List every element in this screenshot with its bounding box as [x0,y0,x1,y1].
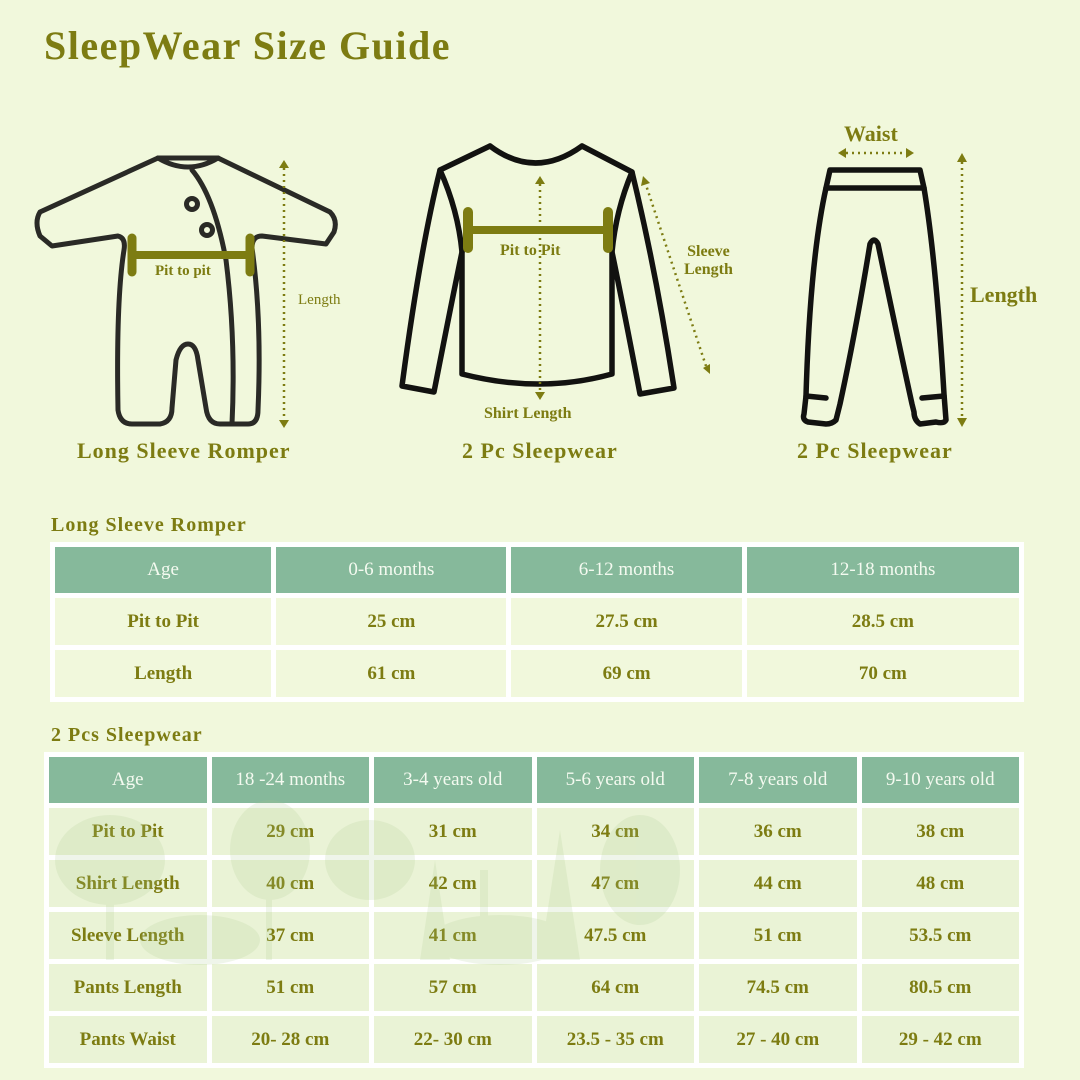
sleepwear-size-table [44,752,1024,1068]
romper-size-table [50,542,1024,702]
row-label: Pants Waist [49,1016,207,1063]
pants-length-label: Length [970,282,1038,307]
header-cell: 0-6 months [276,547,506,593]
table-header-row [49,757,1019,803]
header-cell: 3-4 years old [374,757,532,803]
shirt-pit-to-pit-label: Pit to Pit [500,242,561,259]
header-cell: 12-18 months [747,547,1019,593]
sleepwear-table-title: 2 Pcs Sleepwear [51,724,203,746]
table-row [49,808,1019,855]
table-cell: 36 cm [699,808,857,855]
table-cell: 28.5 cm [747,598,1019,645]
table-cell: 31 cm [374,808,532,855]
table-cell: 42 cm [374,860,532,907]
pants-caption: 2 Pc Sleepwear [797,438,953,463]
header-cell: 6-12 months [511,547,741,593]
table-row [49,860,1019,907]
table-cell: 48 cm [862,860,1020,907]
romper-length-label: Length [298,292,341,308]
table-cell: 20- 28 cm [212,1016,370,1063]
table-cell: 38 cm [862,808,1020,855]
table-cell: 47.5 cm [537,912,695,959]
table-cell: 64 cm [537,964,695,1011]
row-label: Pit to Pit [49,808,207,855]
table-cell: 53.5 cm [862,912,1020,959]
table-cell: 29 cm [212,808,370,855]
row-label: Pit to Pit [55,598,271,645]
table-cell: 74.5 cm [699,964,857,1011]
table-cell: 61 cm [276,650,506,697]
table-cell: 27 - 40 cm [699,1016,857,1063]
header-cell: 9-10 years old [862,757,1020,803]
table-cell: 70 cm [747,650,1019,697]
table-cell: 37 cm [212,912,370,959]
row-label: Length [55,650,271,697]
table-row [55,598,1019,645]
table-cell: 57 cm [374,964,532,1011]
table-row [49,912,1019,959]
page-title: SleepWear Size Guide [44,23,452,68]
romper-pit-to-pit-label: Pit to pit [155,263,211,279]
romper-caption: Long Sleeve Romper [77,438,291,463]
table-cell: 69 cm [511,650,741,697]
table-cell: 51 cm [699,912,857,959]
header-cell: 7-8 years old [699,757,857,803]
table-cell: 25 cm [276,598,506,645]
romper-table-title: Long Sleeve Romper [51,514,247,536]
table-cell: 22- 30 cm [374,1016,532,1063]
table-row [49,1016,1019,1063]
shirt-sleeve-length-label: Sleeve Length [684,243,733,278]
shirt-caption: 2 Pc Sleepwear [462,438,618,463]
pants-waist-label: Waist [844,121,898,146]
table-cell: 23.5 - 35 cm [537,1016,695,1063]
table-row [49,964,1019,1011]
table-cell: 27.5 cm [511,598,741,645]
row-label: Sleeve Length [49,912,207,959]
table-cell: 47 cm [537,860,695,907]
row-label: Pants Length [49,964,207,1011]
table-cell: 41 cm [374,912,532,959]
table-cell: 34 cm [537,808,695,855]
table-cell: 80.5 cm [862,964,1020,1011]
header-cell: 18 -24 months [212,757,370,803]
header-cell: Age [49,757,207,803]
table-header-row [55,547,1019,593]
table-cell: 44 cm [699,860,857,907]
header-cell: Age [55,547,271,593]
table-row [55,650,1019,697]
table-cell: 29 - 42 cm [862,1016,1020,1063]
table-cell: 40 cm [212,860,370,907]
shirt-length-label: Shirt Length [484,405,572,422]
header-cell: 5-6 years old [537,757,695,803]
row-label: Shirt Length [49,860,207,907]
table-cell: 51 cm [212,964,370,1011]
